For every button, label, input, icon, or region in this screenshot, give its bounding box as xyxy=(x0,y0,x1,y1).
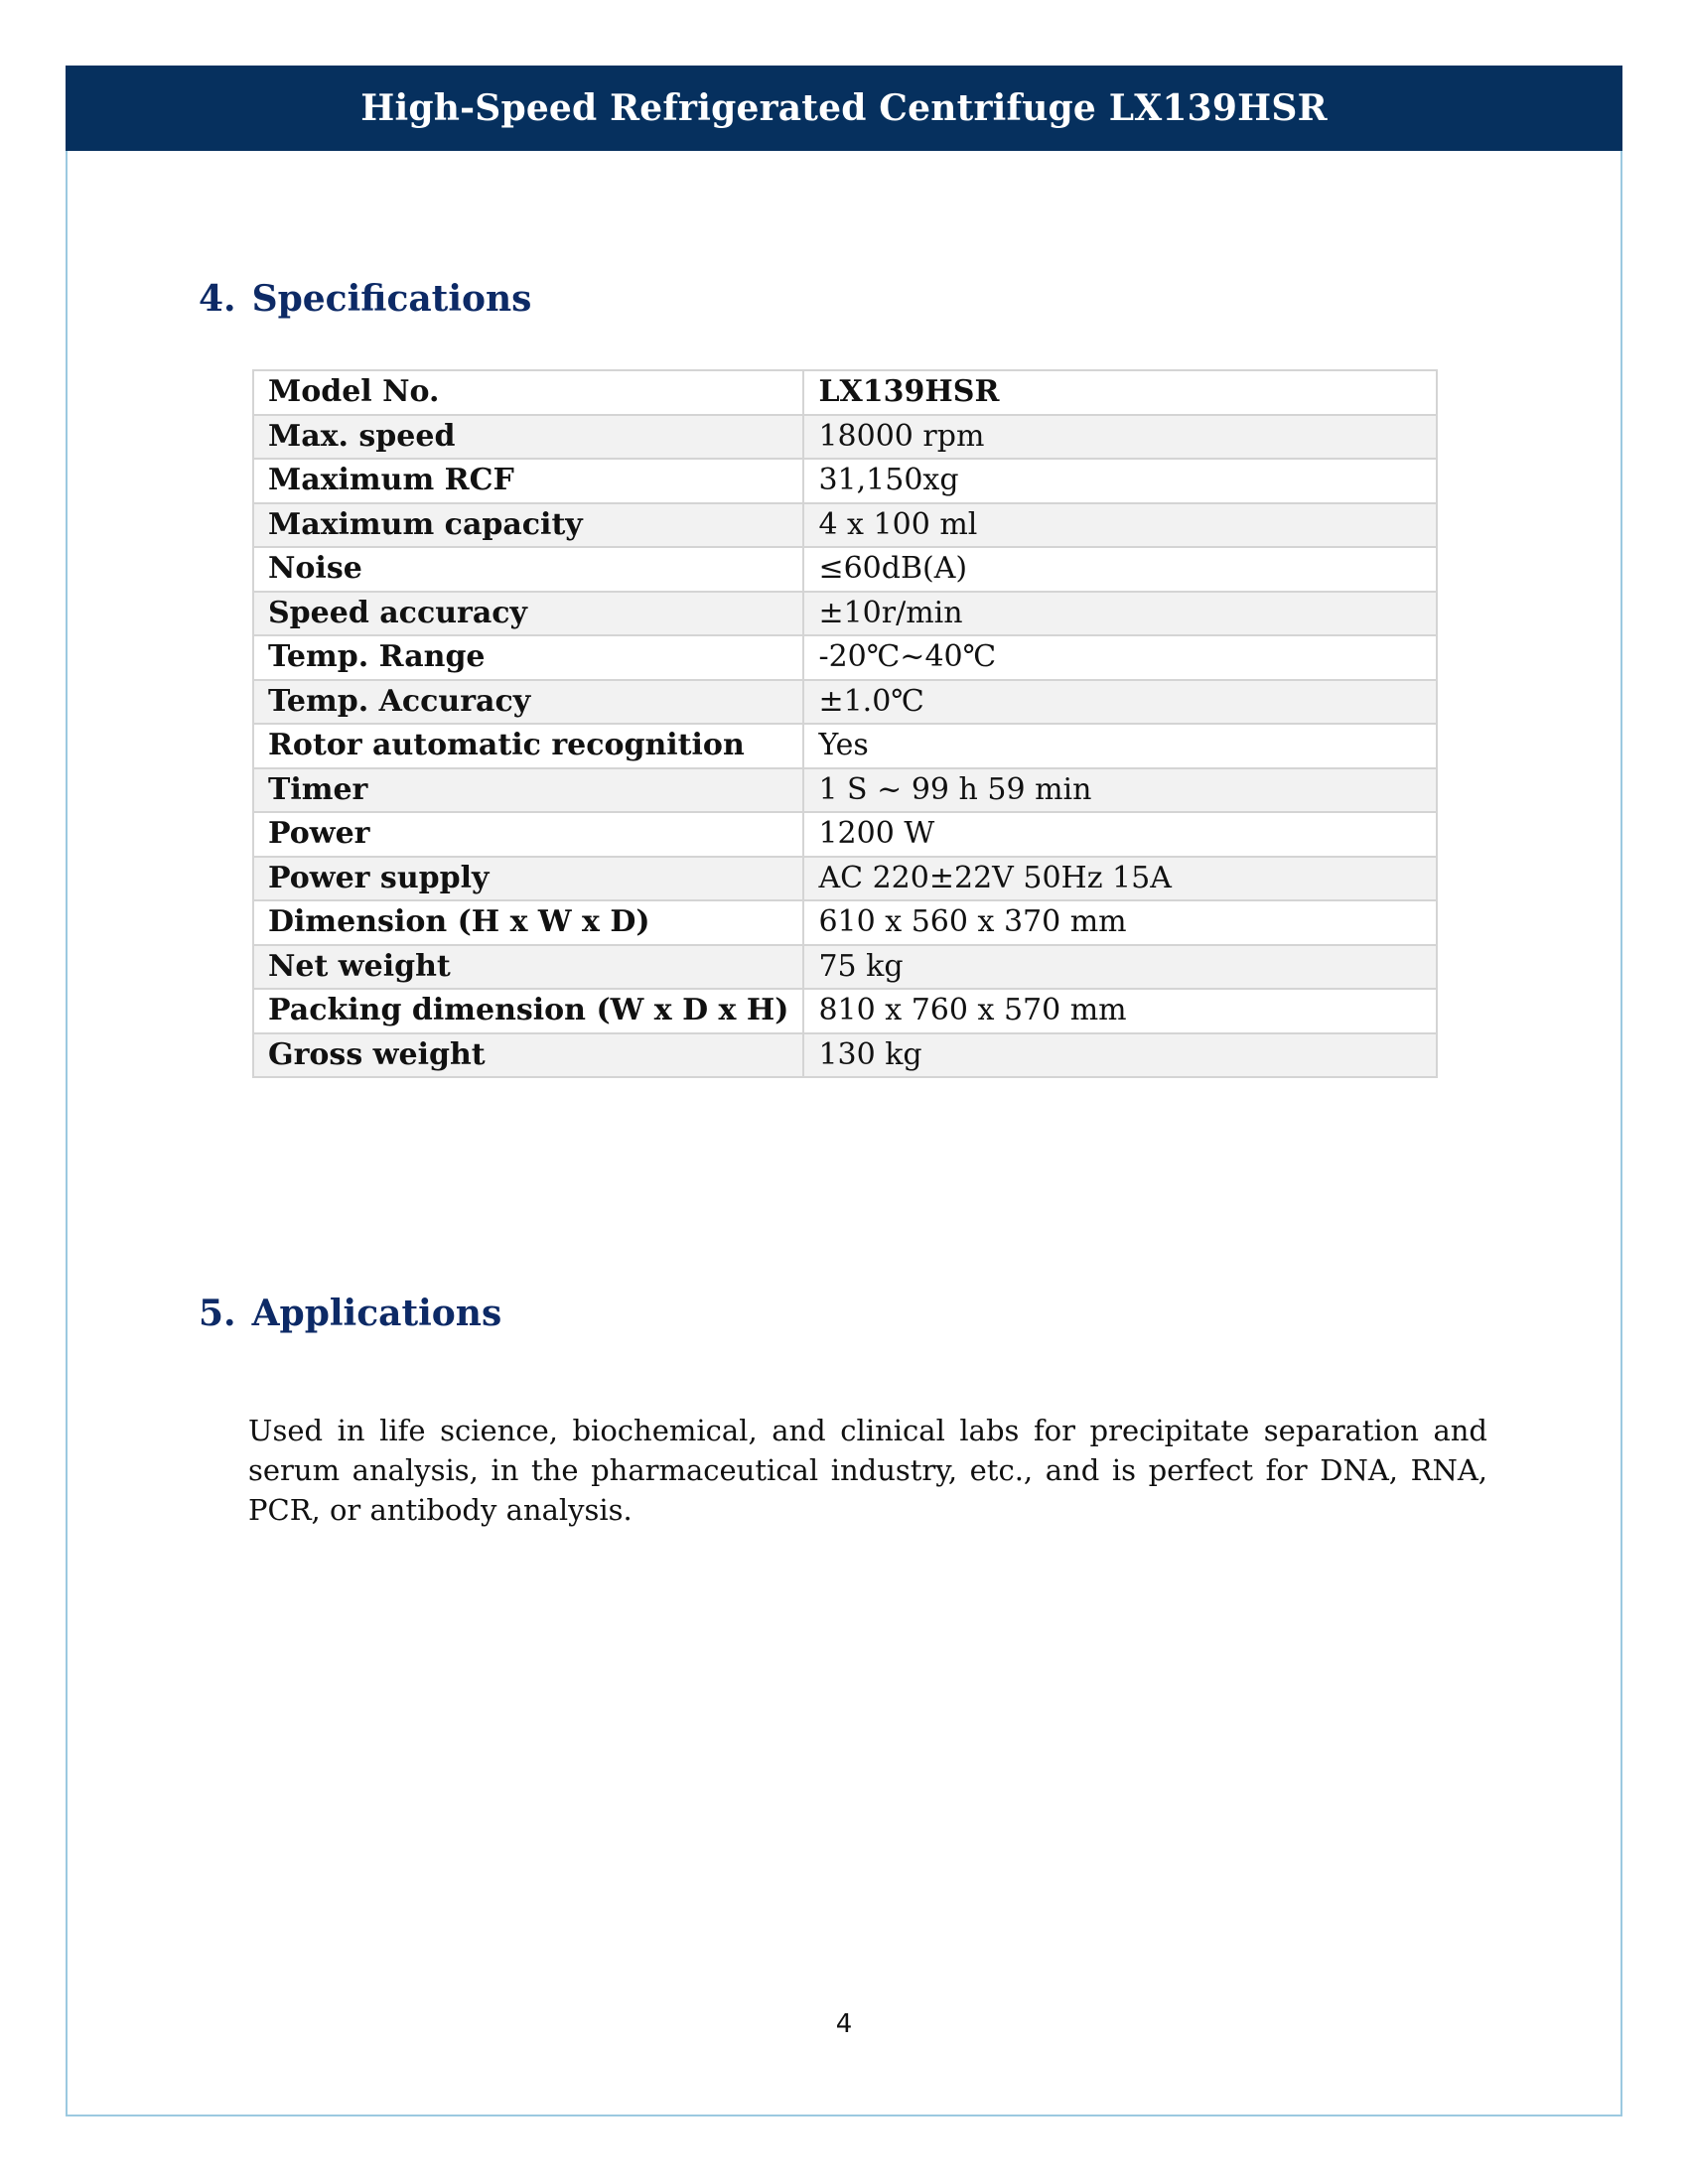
table-row xyxy=(253,592,1437,636)
specifications-heading xyxy=(199,278,531,320)
table-row xyxy=(253,635,1437,680)
spec-value: 31,150xg xyxy=(803,459,1437,503)
spec-label: Model No. xyxy=(253,370,803,415)
table-row xyxy=(253,768,1437,813)
spec-value: ±1.0℃ xyxy=(803,680,1437,725)
spec-value: ≤60dB(A) xyxy=(803,547,1437,592)
spec-label: Power supply xyxy=(253,857,803,901)
table-row xyxy=(253,1033,1437,1078)
spec-value: ±10r/min xyxy=(803,592,1437,636)
specifications-table xyxy=(252,369,1438,1078)
spec-label: Packing dimension (W x D x H) xyxy=(253,989,803,1033)
spec-label: Net weight xyxy=(253,945,803,990)
spec-value: AC 220±22V 50Hz 15A xyxy=(803,857,1437,901)
table-row xyxy=(253,812,1437,857)
spec-value: 1 S ~ 99 h 59 min xyxy=(803,768,1437,813)
document-title: High-Speed Refrigerated Centrifuge LX139HSR xyxy=(360,87,1328,129)
table-row xyxy=(253,370,1437,415)
spec-label: Power xyxy=(253,812,803,857)
spec-value: Yes xyxy=(803,724,1437,768)
applications-heading xyxy=(199,1293,501,1334)
spec-label: Rotor automatic recognition xyxy=(253,724,803,768)
table-row xyxy=(253,547,1437,592)
table-row xyxy=(253,724,1437,768)
table-row xyxy=(253,680,1437,725)
applications-title: Applications xyxy=(251,1293,502,1334)
spec-value: -20℃~40℃ xyxy=(803,635,1437,680)
table-row xyxy=(253,459,1437,503)
spec-label: Gross weight xyxy=(253,1033,803,1078)
spec-label: Max. speed xyxy=(253,415,803,460)
spec-value: 810 x 760 x 570 mm xyxy=(803,989,1437,1033)
spec-label: Temp. Accuracy xyxy=(253,680,803,725)
spec-label: Dimension (H x W x D) xyxy=(253,900,803,945)
specifications-table-body xyxy=(253,370,1437,1077)
spec-value: 18000 rpm xyxy=(803,415,1437,460)
spec-label: Noise xyxy=(253,547,803,592)
table-row xyxy=(253,503,1437,548)
spec-label: Maximum capacity xyxy=(253,503,803,548)
spec-label: Timer xyxy=(253,768,803,813)
table-row xyxy=(253,415,1437,460)
spec-label: Maximum RCF xyxy=(253,459,803,503)
spec-label: Speed accuracy xyxy=(253,592,803,636)
spec-value: 1200 W xyxy=(803,812,1437,857)
spec-label: Temp. Range xyxy=(253,635,803,680)
spec-value: 130 kg xyxy=(803,1033,1437,1078)
spec-value: 610 x 560 x 370 mm xyxy=(803,900,1437,945)
table-row xyxy=(253,857,1437,901)
document-header xyxy=(66,66,1622,151)
table-row xyxy=(253,989,1437,1033)
spec-value: 75 kg xyxy=(803,945,1437,990)
applications-paragraph: Used in life science, biochemical, and clinical labs for precipitate separation and serum analysis, in the pharmaceutical industry, etc., and is perfect for DNA, RNA, PCR, or antibody analysis. xyxy=(248,1414,1487,1527)
specifications-number: 4. xyxy=(199,278,236,320)
table-row xyxy=(253,900,1437,945)
spec-value: LX139HSR xyxy=(803,370,1437,415)
page-number: 4 xyxy=(835,2009,853,2039)
specifications-title: Specifications xyxy=(251,278,532,320)
table-row xyxy=(253,945,1437,990)
applications-number: 5. xyxy=(199,1293,236,1334)
spec-value: 4 x 100 ml xyxy=(803,503,1437,548)
